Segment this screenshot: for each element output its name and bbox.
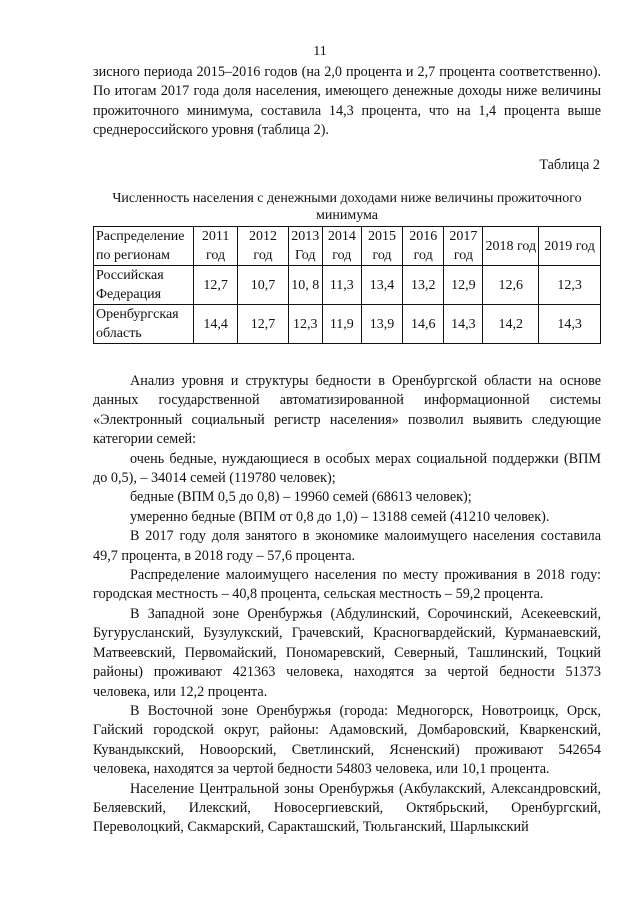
table-cell: 12,3 [288, 305, 322, 344]
header-year: 2015 год [361, 227, 402, 266]
table-cell: 12,3 [539, 266, 601, 305]
header-year: 2012 год [238, 227, 288, 266]
table-title: Численность населения с денежными доходами ниже величины прожиточного минимума [112, 191, 582, 223]
header-year: 2018 год [483, 227, 539, 266]
intro-paragraph [93, 63, 601, 141]
table-cell: 14,3 [444, 305, 483, 344]
table-cell: 13,2 [403, 266, 444, 305]
paragraph: очень бедные, нуждающиеся в особых мерах социальной поддержки (ВПМ до 0,5), – 34014 семей (119780 человек); [93, 450, 601, 487]
table-cell: 12,7 [193, 266, 237, 305]
paragraph: В 2017 году доля занятого в экономике малоимущего населения составила 49,7 процента, в 2018 году – 57,6 процента. [93, 528, 601, 564]
paragraph: Распределение малоимущего населения по месту проживания в 2018 году: городская местность – 40,8 процента, сельская местность – 59,2 процента. [93, 567, 601, 603]
poverty-table [93, 226, 601, 344]
table-row [94, 305, 601, 344]
table-cell: 13,4 [361, 266, 402, 305]
table-cell: 10, 8 [288, 266, 322, 305]
table-cell: 12,9 [444, 266, 483, 305]
paragraph: бедные (ВПМ 0,5 до 0,8) – 19960 семей (68613 человек); [130, 489, 472, 506]
table-label: Таблица 2 [539, 157, 600, 173]
paragraph: Анализ уровня и структуры бедности в Оренбургской области на основе данных государственной автоматизированной информационной системы «Электронный социальный регистр населения» позволил выявить следующие категории семей: [93, 373, 601, 448]
header-year: 2013 Год [288, 227, 322, 266]
header-year: 2019 год [539, 227, 601, 266]
table-cell: 14,2 [483, 305, 539, 344]
table-cell: 14,6 [403, 305, 444, 344]
table-cell: 10,7 [238, 266, 288, 305]
table-cell: 12,6 [483, 266, 539, 305]
row-region: Оренбургская область [94, 305, 194, 344]
table-cell: 13,9 [361, 305, 402, 344]
header-year: 2016 год [403, 227, 444, 266]
paragraph: В Восточной зоне Оренбуржья (города: Медногорск, Новотроицк, Орск, Гайский городской округ, районы: Адамовский, Домбаровский, Кваркенский, Кувандыкский, Новоорский, Светлинский, Ясненский) проживают 542654 человека, находятся за чертой бедности 54803 человека, или 10,1 процента. [93, 702, 601, 778]
body-text [93, 372, 601, 838]
paragraph: Население Центральной зоны Оренбуржья (Акбулакский, Александровский, Беляевский, Илекский, Новосергиевский, Октябрьский, Оренбургский, Переволоцкий, Сакмарский, Саракташский, Тюльганский, Шарлыкский [93, 780, 601, 836]
table-cell: 12,7 [238, 305, 288, 344]
table-header-row [94, 227, 601, 266]
intro-text: зисного периода 2015–2016 годов (на 2,0 процента и 2,7 процента соответственно). По итогам 2017 года доля населения, имеющего денежные доходы ниже величины прожиточного минимума, составила 14,3 процента, что на 1,4 процента выше среднероссийского уровня (таблица 2). [93, 64, 601, 139]
header-year: 2011 год [193, 227, 237, 266]
page-number: 11 [313, 44, 327, 59]
header-year: 2014 год [322, 227, 361, 266]
paragraph: В Западной зоне Оренбуржья (Абдулинский, Сорочинский, Асекеевский, Бугурусланский, Бузулукский, Грачевский, Красногвардейский, Курманаевский, Матвеевский, Первомайский, Пономаревский, Северный, Ташлинский, Тоцкий районы) проживают 421363 человека, находятся за чертой бедности 51373 человека, или 12,2 процента. [93, 605, 601, 700]
paragraph: умеренно бедные (ВПМ от 0,8 до 1,0) – 13188 семей (41210 человек). [130, 508, 550, 525]
header-region: Распределение по регионам [94, 227, 194, 266]
header-year: 2017 год [444, 227, 483, 266]
table-cell: 11,9 [322, 305, 361, 344]
row-region: Российская Федерация [94, 266, 194, 305]
table-cell: 11,3 [322, 266, 361, 305]
table-row [94, 266, 601, 305]
table-cell: 14,4 [193, 305, 237, 344]
table-cell: 14,3 [539, 305, 601, 344]
